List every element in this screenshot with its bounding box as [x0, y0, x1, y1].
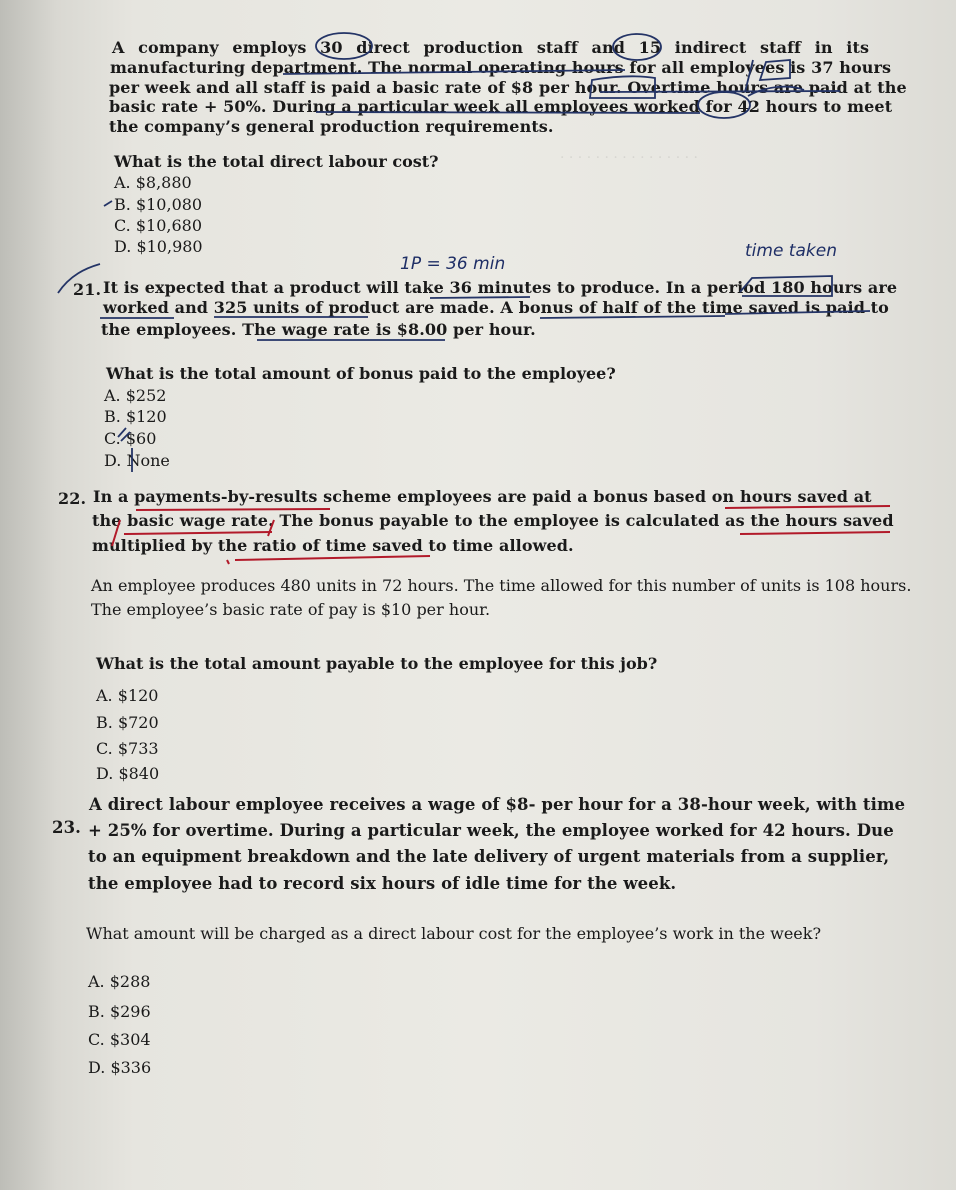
q20-line-5: the company’s general production requirements.	[109, 117, 554, 136]
underline-time-saved	[235, 556, 430, 560]
dot-mark	[227, 560, 229, 564]
q23-line-4: the employee had to record six hours of idle time for the week.	[88, 874, 677, 893]
q21-option-b[interactable]: B. $120	[104, 407, 167, 426]
q21-question: What is the total amount of bonus paid to the employee?	[106, 364, 616, 383]
q23-option-c[interactable]: C. $304	[88, 1030, 151, 1049]
q23-option-a[interactable]: A. $288	[88, 972, 151, 991]
q20-option-b[interactable]: B. $10,080	[114, 195, 203, 214]
q22-line-2: the basic wage rate. The bonus payable to the employee is calculated as the hours saved	[92, 511, 894, 530]
q20-line-3: per week and all staff is paid a basic rate of $8 per hour. Overtime hours are paid at the	[109, 78, 907, 97]
tick-option-b	[104, 201, 112, 206]
q22-option-c[interactable]: C. $733	[96, 739, 159, 758]
q21-number: 21.	[73, 280, 102, 299]
q22-option-d[interactable]: D. $840	[96, 764, 160, 783]
q22-body-line-1: An employee produces 480 units in 72 hours. The time allowed for this number of units is 108 hours.	[91, 576, 912, 595]
q23-line-3: to an equipment breakdown and the late delivery of urgent materials from a supplier,	[88, 847, 890, 866]
q20-line-4: basic rate + 50%. During a particular week all employees worked for 42 hours to meet	[109, 97, 893, 116]
q23-line-2: + 25% for overtime. During a particular week, the employee worked for 42 hours. Due	[88, 821, 894, 840]
q21-line-2: worked and 325 units of product are made. A bonus of half of the time saved is paid to	[103, 298, 889, 317]
q23-question: What amount will be charged as a direct labour cost for the employee’s work in the week?	[86, 924, 822, 943]
handwritten-note-time-taken: time taken	[745, 241, 837, 261]
q20-option-a[interactable]: A. $8,880	[114, 173, 192, 192]
underline-basic-wage-rate	[124, 532, 272, 534]
q22-line-1: In a payments-by-results scheme employees are paid a bonus based on hours saved at	[93, 487, 872, 506]
q20-line-2: manufacturing department. The normal operating hours for all employees is 37 hours	[110, 58, 892, 77]
q22-question: What is the total amount payable to the employee for this job?	[96, 654, 658, 673]
q23-number: 23.	[52, 818, 82, 837]
q22-option-a[interactable]: A. $120	[96, 686, 159, 705]
q23-option-d[interactable]: D. $336	[88, 1058, 152, 1077]
handwritten-note-minutes: 1P = 36 min	[400, 254, 506, 274]
q20-option-c[interactable]: C. $10,680	[114, 216, 203, 235]
q21-line-3: the employees. The wage rate is $8.00 per hour.	[101, 320, 536, 339]
underline-payments-by-results	[136, 509, 330, 510]
q21-option-a[interactable]: A. $252	[104, 386, 167, 405]
q21-line-1: It is expected that a product will take 36 minutes to produce. In a period 180 hours are	[103, 278, 898, 297]
q22-line-3: multiplied by the ratio of time saved to time allowed.	[92, 536, 574, 555]
q21-option-d[interactable]: D. None	[104, 451, 170, 470]
q22-body-line-2: The employee’s basic rate of pay is $10 per hour.	[91, 600, 491, 619]
show-through: · · · · · · · · · · · · · · · ·	[560, 150, 698, 166]
underline-hours-saved-2	[740, 532, 890, 534]
q22-number: 22.	[58, 489, 87, 508]
q21-option-c[interactable]: C. $60	[104, 429, 157, 448]
q20-question: What is the total direct labour cost?	[114, 152, 439, 171]
q23-line-1: A direct labour employee receives a wage of $8- per hour for a 38-hour week, with time	[89, 795, 906, 814]
q20-line-1: A company employs 30 direct production staff and 15 indirect staff in its	[112, 38, 870, 57]
q22-option-b[interactable]: B. $720	[96, 713, 159, 732]
q20-option-d[interactable]: D. $10,980	[114, 237, 203, 256]
underline-hours-saved	[725, 506, 890, 508]
q23-option-b[interactable]: B. $296	[88, 1002, 151, 1021]
